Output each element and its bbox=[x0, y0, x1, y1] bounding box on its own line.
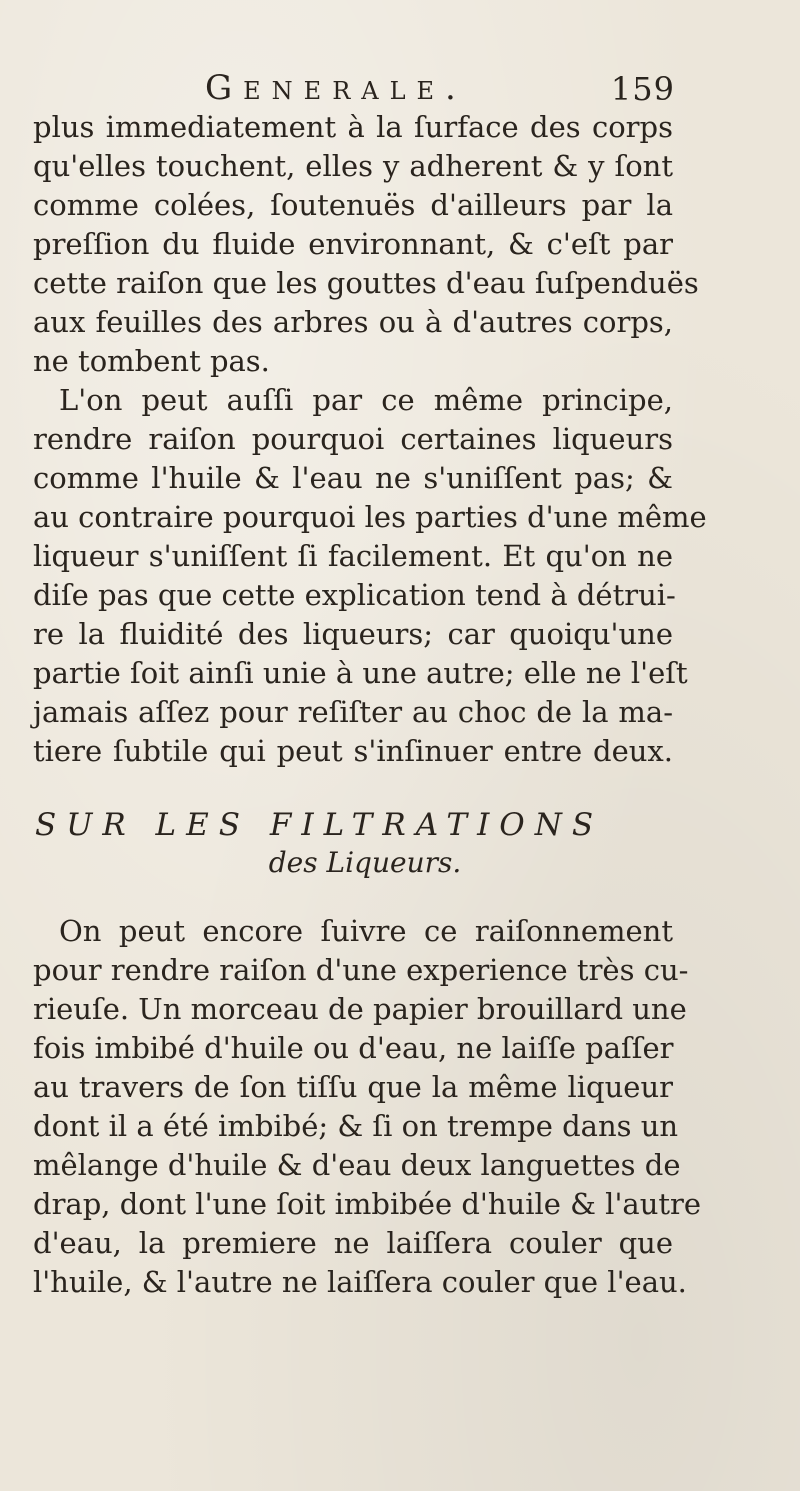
running-head bbox=[205, 68, 675, 112]
text-line: d'eau, la premiere ne laiſſera couler que bbox=[33, 1226, 673, 1260]
text-line: partie ſoit ainſi unie à une autre; elle ne l'eſt bbox=[33, 656, 688, 690]
paragraph-principle bbox=[33, 381, 707, 771]
paragraph-filtration bbox=[33, 912, 702, 1302]
text-line: plus immediatement à la ſurface des corps bbox=[33, 110, 673, 144]
text-line: tiere ſubtile qui peut s'inſinuer entre deux. bbox=[33, 734, 673, 768]
text-line: mêlange d'huile & d'eau deux languettes de bbox=[33, 1148, 681, 1182]
text-line: re la fluidité des liqueurs; car quoiqu'une bbox=[33, 617, 673, 651]
text-line: l'huile, & l'autre ne laiſſera couler que l'eau. bbox=[33, 1265, 687, 1299]
section-heading-sub: des Liqueurs. bbox=[268, 846, 462, 879]
text-line: au travers de ſon tiſſu que la même liqueur bbox=[33, 1070, 673, 1104]
running-title: Generale. bbox=[205, 68, 467, 108]
text-line: dont il a été imbibé; & ſi on trempe dans un bbox=[33, 1109, 679, 1143]
page-number: 159 bbox=[610, 70, 675, 108]
text-line: fois imbibé d'huile ou d'eau, ne laiſſe paſſer bbox=[33, 1031, 674, 1065]
paragraph-continuation bbox=[33, 108, 699, 381]
text-line: pour rendre raiſon d'une experience très cu- bbox=[33, 953, 689, 987]
text-line: au contraire pourquoi les parties d'une même bbox=[33, 500, 707, 534]
text-line: On peut encore ſuivre ce raiſonnement bbox=[59, 914, 673, 948]
text-line: preſſion du fluide environnant, & c'eſt par bbox=[33, 227, 673, 261]
text-line: rieuſe. Un morceau de papier brouillard une bbox=[33, 992, 687, 1026]
text-line: qu'elles touchent, elles y adherent & y ſont bbox=[33, 149, 673, 183]
text-line: comme l'huile & l'eau ne s'uniſſent pas; & bbox=[33, 461, 673, 495]
text-line: cette raiſon que les gouttes d'eau ſuſpenduës bbox=[33, 266, 699, 300]
text-line: L'on peut auſſi par ce même principe, bbox=[59, 383, 673, 417]
text-line: ne tombent pas. bbox=[33, 344, 270, 378]
text-line: liqueur s'uniſſent ſi facilement. Et qu'on ne bbox=[33, 539, 673, 573]
text-line: rendre raiſon pourquoi certaines liqueurs bbox=[33, 422, 673, 456]
section-heading bbox=[35, 805, 675, 881]
text-line: aux feuilles des arbres ou à d'autres corps, bbox=[33, 305, 673, 339]
section-heading-main: SUR LES FILTRATIONS bbox=[35, 807, 604, 843]
text-line: comme colées, ſoutenuës d'ailleurs par la bbox=[33, 188, 673, 222]
text-line: drap, dont l'une ſoit imbibée d'huile & l'autre bbox=[33, 1187, 702, 1221]
text-line: jamais aſſez pour reſiſter au choc de la ma- bbox=[33, 695, 673, 729]
text-line: diſe pas que cette explication tend à détrui- bbox=[33, 578, 676, 612]
